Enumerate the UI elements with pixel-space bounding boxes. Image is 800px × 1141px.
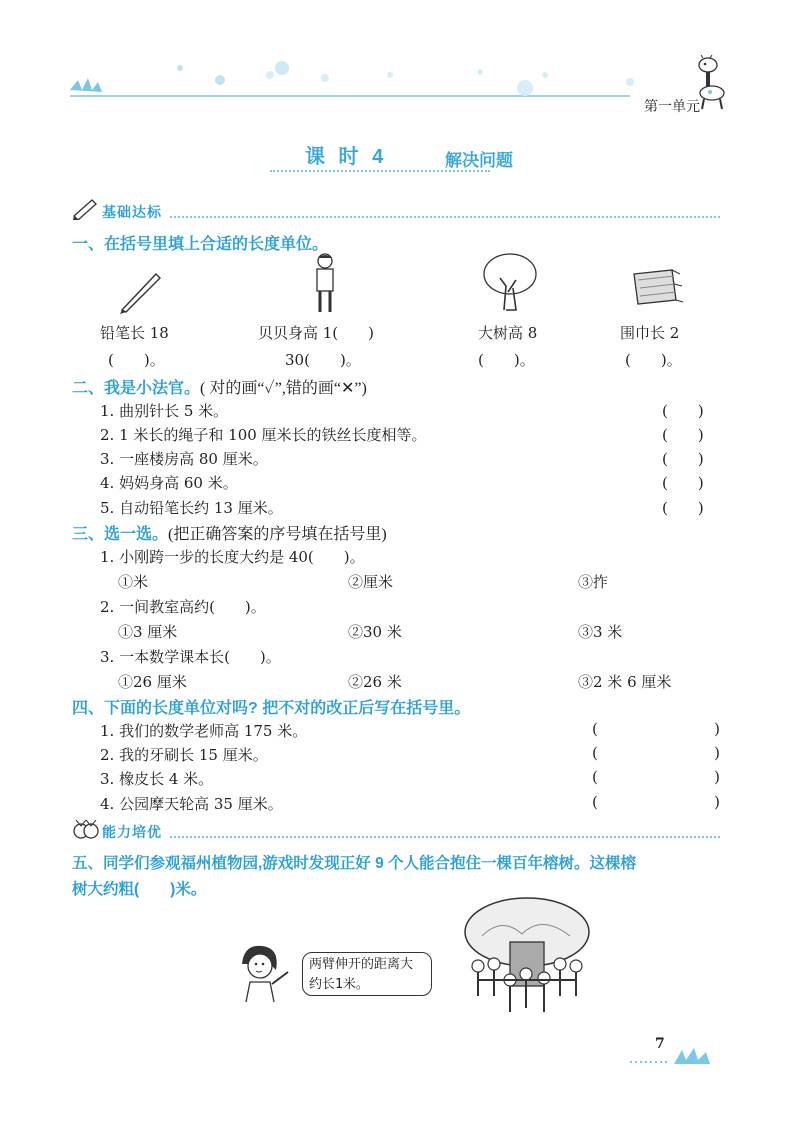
q3-item-3-option-a: ①26 厘米: [118, 673, 187, 691]
q3-item-2-option-b: ②30 米: [348, 623, 402, 641]
q4-answer-4-close: ): [714, 793, 720, 811]
q4-answer-2-open: (: [592, 744, 598, 762]
q4-answer-2-close: ): [714, 744, 720, 762]
q2-item-4: 4. 妈妈身高 60 米。: [100, 474, 238, 492]
q4-item-3: 3. 橡皮长 4 米。: [100, 770, 214, 788]
q2-title: [72, 375, 367, 398]
q3-title-note: (把正确答案的序号填在括号里): [168, 526, 387, 543]
q4-answer-2[interactable]: [592, 744, 720, 762]
q1-item-1-blank[interactable]: ( )。: [108, 351, 165, 369]
q4-answer-1-open: (: [592, 720, 598, 738]
q3-item-1-option-a: ①米: [118, 573, 149, 591]
lesson-title: 课 时 4: [305, 146, 388, 168]
q3-item-3-option-b: ②26 米: [348, 673, 402, 691]
tree-icon: [482, 252, 538, 316]
q4-item-2: 2. 我的牙刷长 15 厘米。: [100, 746, 268, 764]
q3-item-3-option-c: ③2 米 6 厘米: [578, 673, 672, 691]
q1-item-4-label: 围巾长 2: [620, 324, 680, 342]
scarf-icon: [628, 268, 684, 312]
q2-answer-4[interactable]: ( ): [662, 474, 704, 492]
q4-answer-4-open: (: [592, 793, 598, 811]
teacher-icon: [232, 942, 292, 1008]
header-decoration: [70, 60, 720, 110]
q2-title-text: 二、我是小法官。: [72, 380, 201, 397]
q3-item-1-option-c: ③拃: [578, 573, 609, 591]
q3-item-1-option-b: ②厘米: [348, 573, 394, 591]
section-advanced-divider: [170, 836, 720, 838]
q1-item-2-blank[interactable]: 30( )。: [285, 351, 361, 369]
speech-bubble: 两臂伸开的距离大约长1米。: [302, 952, 432, 996]
q2-item-3: 3. 一座楼房高 80 厘米。: [100, 450, 268, 468]
q2-item-5: 5. 自动铅笔长约 13 厘米。: [100, 499, 283, 517]
q4-answer-4[interactable]: [592, 793, 720, 811]
medal-section-icon: [72, 818, 100, 844]
q3-item-3[interactable]: 3. 一本数学课本长( )。: [100, 648, 281, 666]
q1-item-4-blank[interactable]: ( )。: [625, 351, 682, 369]
q3-title: [72, 521, 387, 544]
q2-item-1: 1. 曲别针长 5 米。: [100, 402, 229, 420]
q1-item-1-label: 铅笔长 18: [100, 324, 169, 342]
q3-title-text: 三、选一选。: [72, 526, 169, 543]
q2-answer-1[interactable]: ( ): [662, 402, 704, 420]
q1-item-3-label: 大树高 8: [478, 324, 538, 342]
q5-line2[interactable]: 树大约粗( )米。: [72, 881, 207, 898]
q4-answer-1-close: ): [714, 720, 720, 738]
q1-title: 一、在括号里填上合适的长度单位。: [72, 236, 329, 253]
q2-answer-5[interactable]: ( ): [662, 499, 704, 517]
header-bubbles-icon: [70, 60, 720, 110]
footer-grass-icon: [630, 1048, 720, 1068]
q2-answer-2[interactable]: ( ): [662, 426, 704, 444]
unit-label: 第一单元: [644, 98, 700, 114]
q4-title: 四、下面的长度单位对吗? 把不对的改正后写在括号里。: [72, 700, 471, 717]
q5-line1: 五、同学们参观福州植物园,游戏时发现正好 9 个人能合抱住一棵百年榕树。这棵榕: [72, 855, 637, 872]
q4-answer-1[interactable]: [592, 720, 720, 738]
q2-item-2: 2. 1 米长的绳子和 100 厘米长的铁丝长度相等。: [100, 426, 427, 444]
q2-title-note: ( 对的画“✓”,错的画“✕”): [200, 380, 367, 397]
q3-item-2-option-c: ③3 米: [578, 623, 623, 641]
section-basic-divider: [170, 216, 720, 218]
q1-item-2-label: 贝贝身高 1( ): [258, 324, 375, 342]
q4-item-1: 1. 我们的数学老师高 175 米。: [100, 722, 308, 740]
q3-item-2[interactable]: 2. 一间教室高约( )。: [100, 598, 266, 616]
pencil-icon: [118, 268, 164, 318]
q4-answer-3[interactable]: [592, 768, 720, 786]
section-basic-title: 基础达标: [102, 204, 162, 220]
q1-item-3-blank[interactable]: ( )。: [478, 351, 535, 369]
section-advanced-title: 能力培优: [102, 824, 162, 840]
boy-icon: [308, 252, 342, 318]
q3-item-2-option-a: ①3 厘米: [118, 623, 178, 641]
q4-item-4: 4. 公园摩天轮高 35 厘米。: [100, 795, 283, 813]
footer-decoration: [630, 1048, 720, 1072]
q4-answer-3-open: (: [592, 768, 598, 786]
q3-item-1[interactable]: 1. 小刚跨一步的长度大约是 40( )。: [100, 548, 365, 566]
lesson-subtitle: 解决问题: [445, 151, 513, 170]
q2-answer-3[interactable]: ( ): [662, 450, 704, 468]
pencil-section-icon: [72, 198, 98, 224]
page-number: 7: [655, 1036, 665, 1052]
q4-answer-3-close: ): [714, 768, 720, 786]
banyan-tree-icon: [462, 896, 592, 1022]
